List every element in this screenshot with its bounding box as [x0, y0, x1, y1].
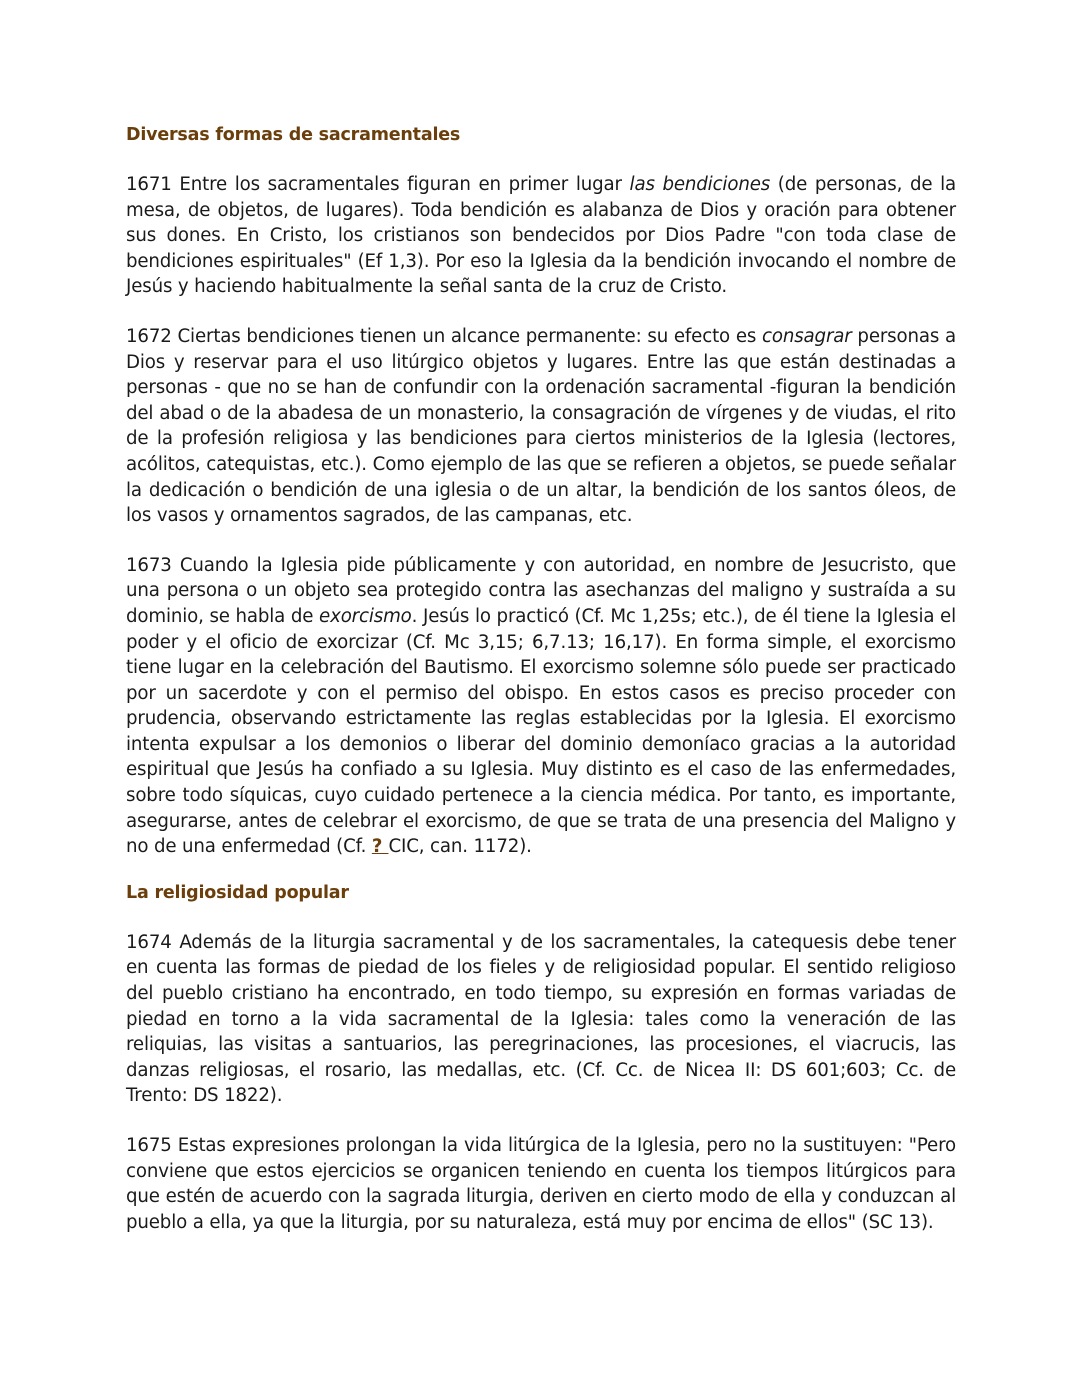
paragraph-1672-emphasis: consagrar	[762, 325, 852, 347]
paragraph-1673-text-a: 1673 Cuando la Iglesia pide públicamente y con autoridad, en nombre de Jesucristo, que una persona o un objeto sea protegido contra las asechanzas del maligno y sustraída a su dominio, se habla de	[126, 554, 956, 627]
paragraph-1671-emphasis: las bendiciones	[629, 174, 771, 195]
paragraph-1672-text-b: personas a Dios y reservar para el uso litúrgico objetos y lugares. Entre las que están destinadas a personas - que no se han de confundir con la ordenación sacramental -figuran la bendición del abad o de la abadesa de un monasterio, la consagración de vírgenes y de viudas, el rito de la profesión religiosa y las bendiciones para ciertos ministerios de la Iglesia (lectores, acólitos, catequistas, etc.). Como ejemplo de las que se refieren a objetos, se puede señalar la dedicación o bendición de una iglesia o de un altar, la bendición de los santos óleos, de los vasos y ornamentos sagrados, de las campanas, etc.	[126, 325, 956, 527]
paragraph-1674: 1674 Además de la liturgia sacramental y de los sacramentales, la catequesis debe tener en cuenta las formas de piedad de los fieles y de religiosidad popular. El sentido religioso del pueblo cristiano ha encontrado, en todo tiempo, su expresión en formas variadas de piedad en torno a la vida sacramental de la Iglesia: tales como la veneración de las reliquias, las visitas a santuarios, las peregrinaciones, las procesiones, el viacrucis, las danzas religiosas, el rosario, las medallas, etc. (Cf. Cc. de Nicea II: DS 601;603; Cc. de Trento: DS 1822).	[126, 931, 956, 1107]
paragraph-1673-text-b: . Jesús lo practicó (Cf. Mc 1,25s; etc.), de él tiene la Iglesia el poder y el oficio de exorcizar (Cf. Mc 3,15; 6,7.13; 16,17). En forma simple, el exorcismo tiene lugar en la celebración del Bautismo. El exorcismo solemne sólo puede ser practicado por un sacerdote y con el permiso del obispo. En estos casos es preciso proceder con prudencia, observando estrictamente las reglas establecidas por la Iglesia. El exorcismo intenta expulsar a los demonios o liberar del dominio demoníaco gracias a la autoridad espiritual que Jesús ha confiado a su Iglesia. Muy distinto es el caso de las enfermedades, sobre todo síquicas, cuyo cuidado pertenece a la ciencia médica. Por tanto, es importante, asegurarse, antes de celebrar el exorcismo, de que se trata de una presencia del Maligno y no de una enfermedad (Cf.	[126, 605, 956, 858]
paragraph-1671	[126, 172, 956, 300]
reference-link[interactable]: ?	[371, 836, 389, 858]
paragraph-1671-text-b: (de personas, de la mesa, de objetos, de lugares). Toda bendición es alabanza de Dios y oración para obtener sus dones. En Cristo, los cristianos son bendecidos por Dios Padre "con toda clase de bendiciones espirituales" (Ef 1,3). Por eso la Iglesia da la bendición invocando el nombre de Jesús y haciendo habitualmente la señal santa de la cruz de Cristo.	[126, 174, 956, 298]
paragraph-1673-text-c: CIC, can. 1172).	[388, 836, 532, 858]
paragraph-1673-emphasis: exorcismo	[319, 605, 412, 627]
paragraph-1672-text-a: 1672 Ciertas bendiciones tienen un alcance permanente: su efecto es	[126, 325, 763, 347]
document-page	[126, 122, 956, 1235]
paragraph-1671-text-a: 1671 Entre los sacramentales figuran en primer lugar	[126, 174, 630, 195]
paragraph-1675: 1675 Estas expresiones prolongan la vida litúrgica de la Iglesia, pero no la sustituyen: "Pero conviene que estos ejercicios se organicen teniendo en cuenta los tiempos litúrgicos para que estén de acuerdo con la sagrada liturgia, deriven en cierto modo de ella y conduzcan al pueblo a ella, ya que la liturgia, por su naturaleza, está muy por encima de ellos" (SC 13).	[126, 1135, 956, 1233]
section-heading-sacramentales: Diversas formas de sacramentales	[126, 125, 461, 145]
section-heading-religiosidad: La religiosidad popular	[126, 882, 349, 903]
paragraph-1673	[126, 553, 956, 860]
paragraph-1672	[126, 324, 956, 529]
